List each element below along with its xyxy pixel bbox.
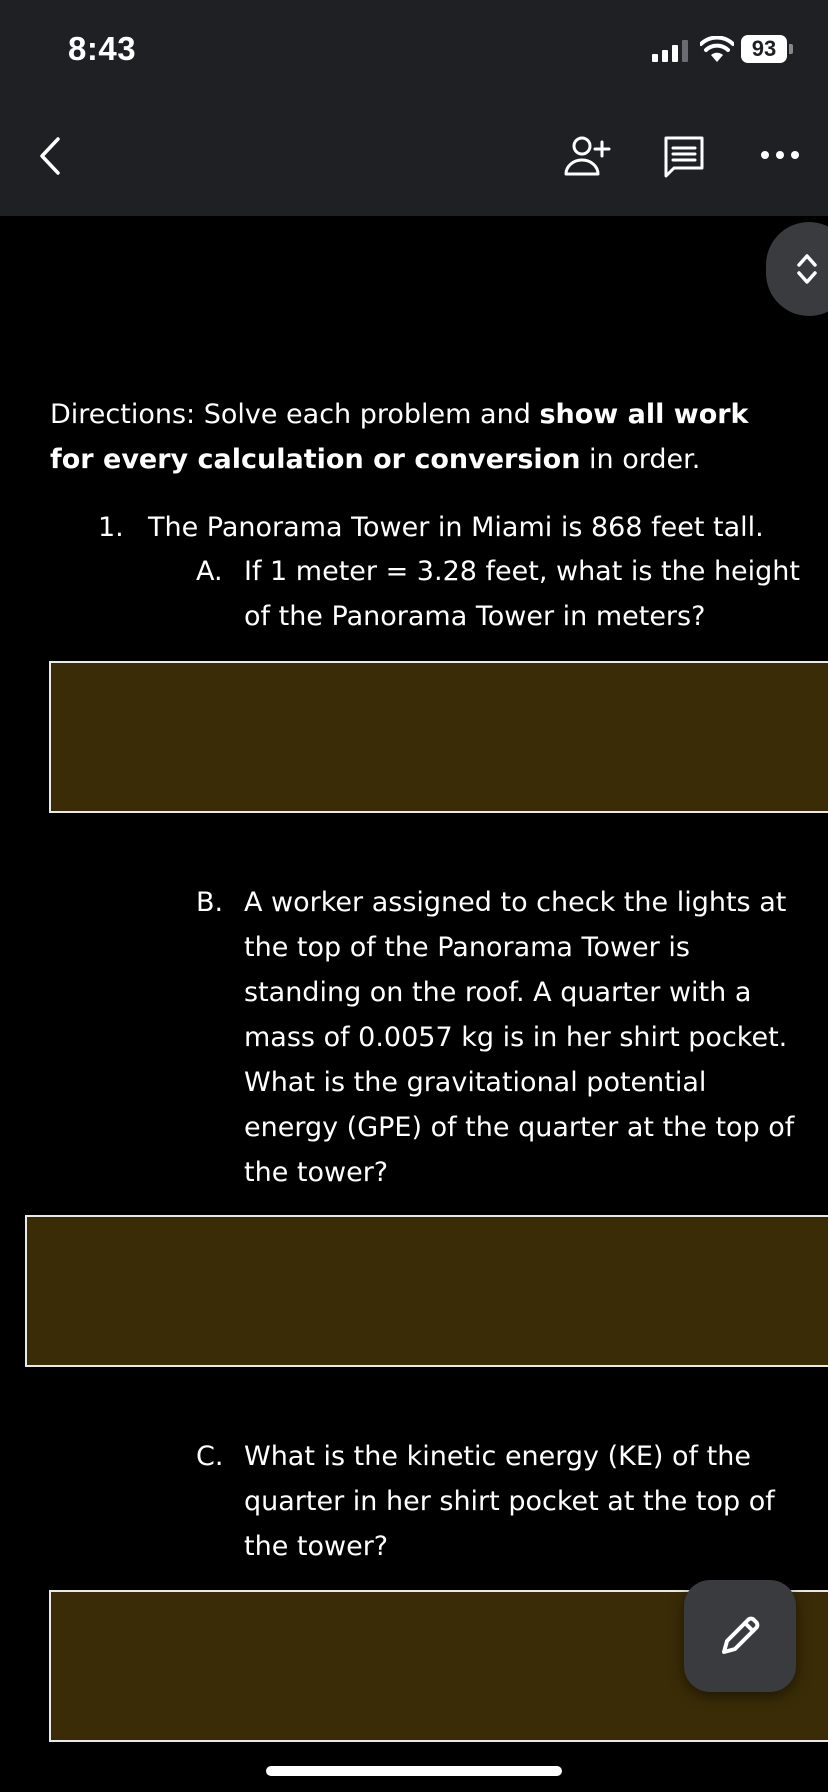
battery-level: 93: [741, 35, 787, 63]
part-c-text: What is the kinetic energy (KE) of the quarter in her shirt pocket at the top of the tower?: [244, 1441, 775, 1562]
pencil-icon: [716, 1612, 764, 1660]
part-b-text: A worker assigned to check the lights at the top of the Panorama Tower is standing on the roof. A quarter with a mass of 0.0057 kg is in her shirt pocket. What is the gravitational potential energy (GPE) of the quarter at the top of the tower?: [244, 887, 795, 1188]
directions-bold: show all work for every calculation or conversion: [50, 399, 749, 475]
directions-suffix: in order.: [580, 444, 701, 475]
directions-text: [50, 392, 780, 482]
question-number: 1.: [98, 512, 124, 543]
answer-box-b[interactable]: [25, 1215, 828, 1367]
answer-box-a[interactable]: [49, 661, 828, 813]
part-a-text: If 1 meter = 3.28 feet, what is the height of the Panorama Tower in meters?: [244, 556, 801, 632]
status-time: 8:43: [68, 30, 137, 67]
edit-button[interactable]: [684, 1580, 796, 1692]
home-indicator[interactable]: [266, 1766, 562, 1776]
question-text: The Panorama Tower in Miami is 868 feet tall.: [148, 512, 764, 543]
directions-prefix: Directions: Solve each problem and: [50, 399, 540, 430]
part-b-letter: B.: [196, 887, 224, 918]
part-c-letter: C.: [196, 1441, 224, 1472]
part-a-letter: A.: [196, 556, 223, 587]
